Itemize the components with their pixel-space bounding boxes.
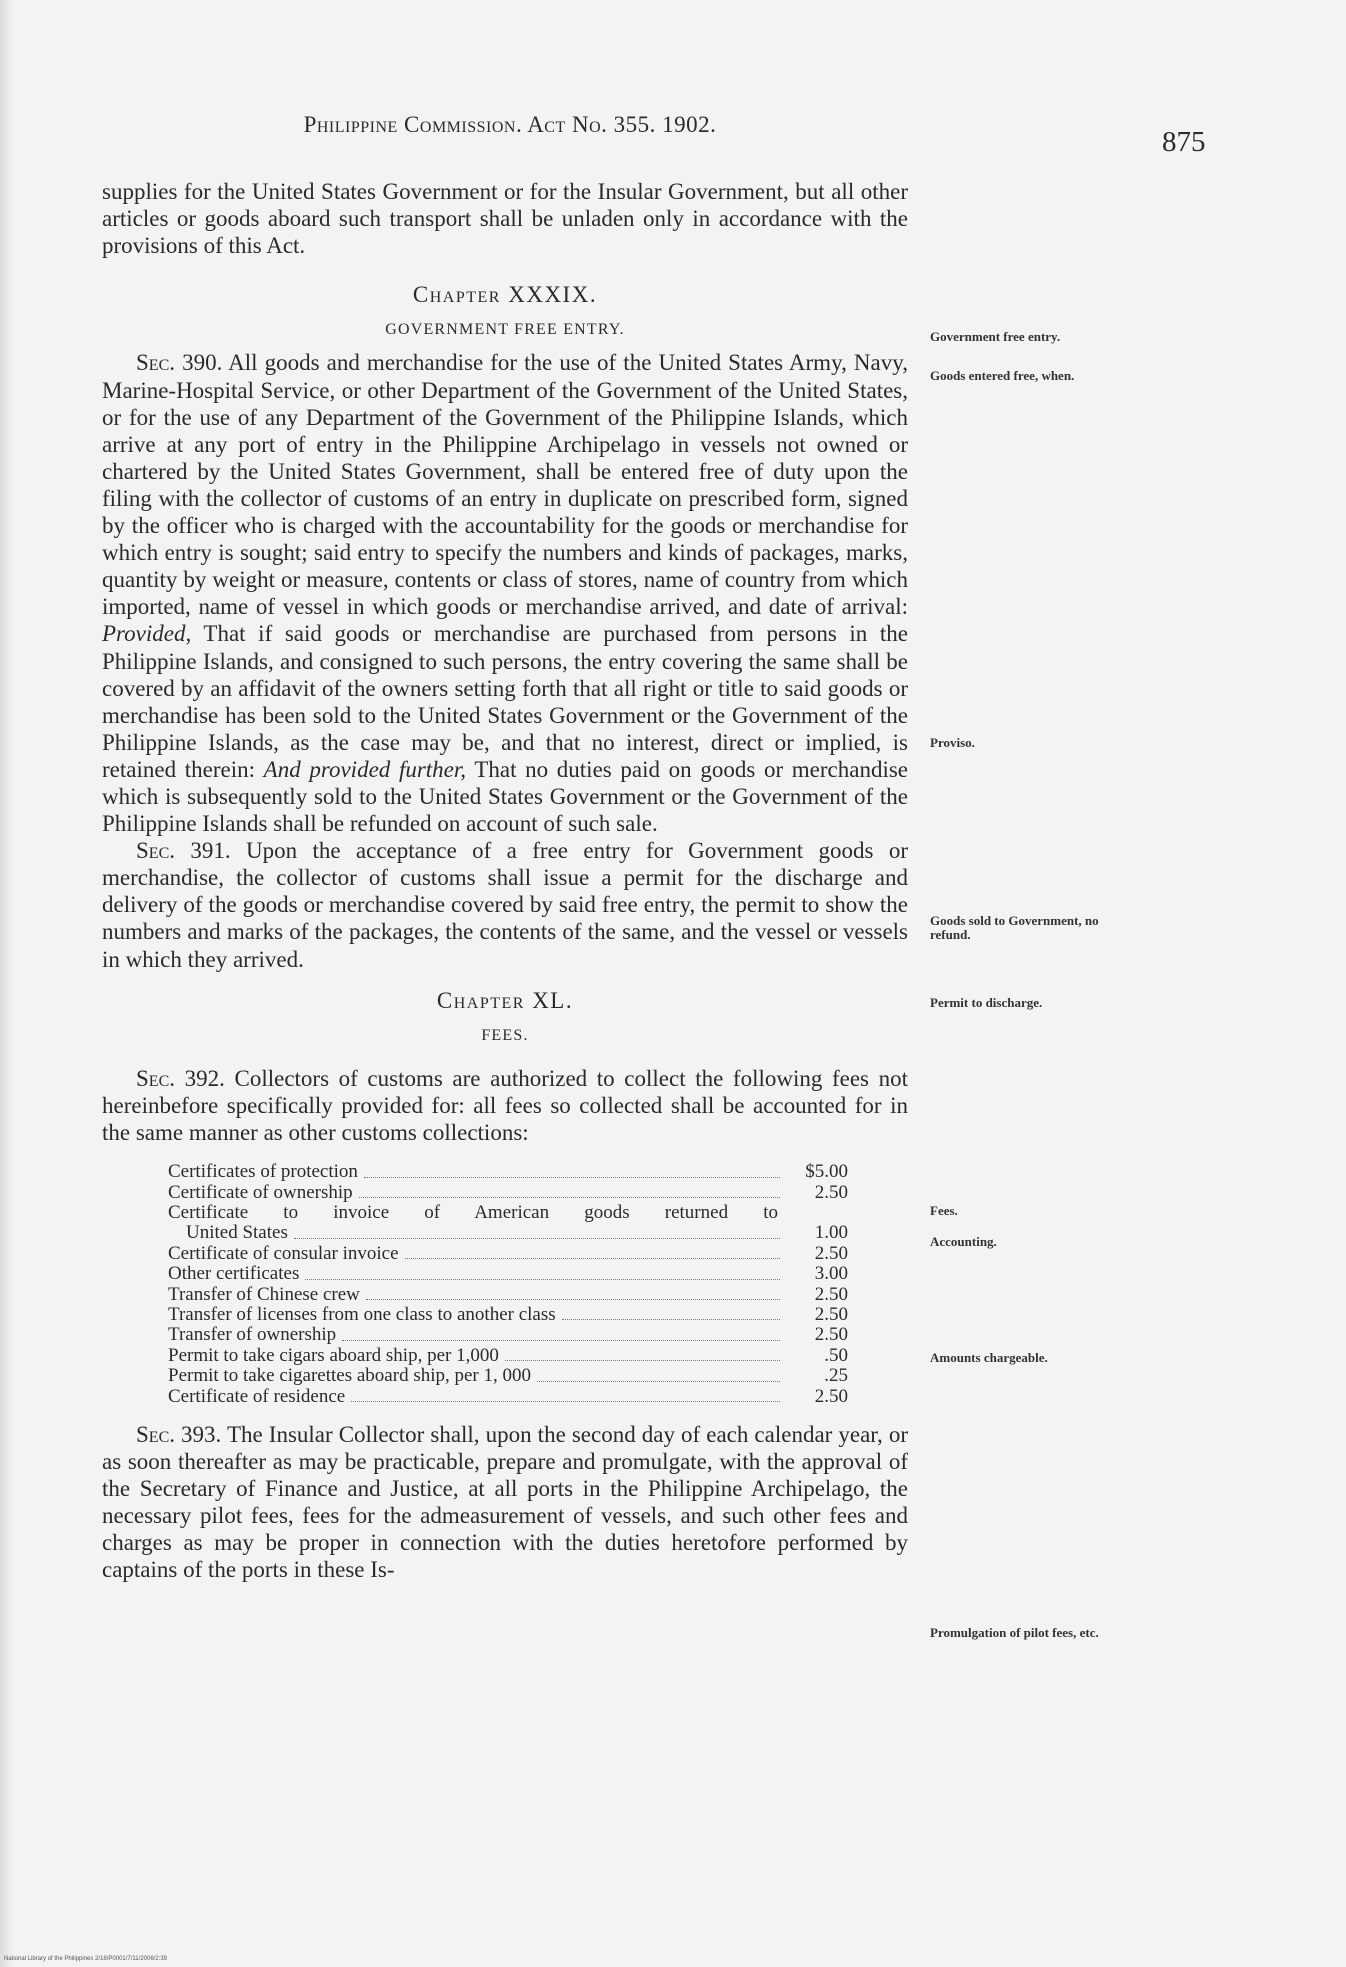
- fee-row: [168, 1366, 848, 1386]
- fee-amount: 2.50: [814, 1303, 848, 1325]
- margin-note-goods-entered-free: Goods entered free, when.: [930, 368, 1075, 383]
- leader-dots: [359, 1197, 780, 1198]
- fee-label: United States: [186, 1222, 288, 1244]
- section-391: [102, 837, 908, 972]
- fee-row: [168, 1183, 848, 1203]
- fee-amount: $5.00: [805, 1161, 848, 1183]
- running-head: Philippine Commission. Act No. 355. 1902.: [303, 112, 717, 137]
- fee-row: [168, 1387, 848, 1407]
- section-text: That no duties paid on goods or merchandise which is subsequently sold to the United States Government or the Government of the Philippine Islands shall be refunded on account of such sale.: [102, 756, 909, 837]
- margin-note-amounts-chargeable: Amounts chargeable.: [930, 1350, 1048, 1365]
- chapter-title-40: FEES.: [481, 1026, 529, 1044]
- fee-label: Transfer of ownership: [168, 1324, 337, 1346]
- proviso-term: And provided further,: [263, 756, 467, 782]
- section-label: Sec. 390.: [136, 350, 223, 376]
- page-number: 875: [1162, 126, 1206, 158]
- margin-note-permit-to-discharge: Permit to discharge.: [930, 995, 1043, 1010]
- leader-dots: [505, 1360, 780, 1361]
- fee-amount: .50: [824, 1344, 848, 1366]
- fee-label: Certificate of ownership: [168, 1181, 353, 1203]
- leader-dots: [351, 1401, 780, 1402]
- fee-label: Transfer of Chinese crew: [168, 1283, 360, 1305]
- leader-dots: [305, 1279, 780, 1280]
- chapter-heading-39: Chapter XXXIX.: [412, 282, 598, 308]
- section-392: [102, 1065, 908, 1146]
- fee-row: [168, 1203, 848, 1223]
- fee-label: Certificate of consular invoice: [168, 1242, 399, 1264]
- leader-dots: [364, 1177, 780, 1178]
- fee-amount: 1.00: [814, 1222, 848, 1244]
- fee-row: [168, 1285, 848, 1305]
- fee-amount: .25: [824, 1365, 848, 1387]
- page-edge: [0, 0, 14, 1967]
- leader-dots: [366, 1299, 780, 1300]
- leader-dots: [562, 1319, 780, 1320]
- fee-amount: 2.50: [814, 1242, 848, 1264]
- leader-dots: [405, 1258, 780, 1259]
- section-text: The Insular Collector shall, upon the second day of each calendar year, or as soon thereafter as may be practicable, prepare and promulgate, with the approval of the Secretary of Finance and Justice, at all ports in the Philippine Archipelago, the necessary pilot fees, fees for the admeasurement of vessels, and such other fees and charges as may be proper in connection with the duties heretofore performed by captains of the ports in these Is-: [102, 1421, 909, 1583]
- fee-table: [168, 1162, 848, 1407]
- fee-label: Transfer of licenses from one class to another class: [168, 1303, 556, 1325]
- chapter-title-39: GOVERNMENT FREE ENTRY.: [385, 321, 625, 339]
- margin-note-fees: Fees.: [930, 1203, 958, 1218]
- fee-row: [168, 1162, 848, 1182]
- fee-label: Permit to take cigarettes aboard ship, per 1, 000: [168, 1365, 532, 1387]
- fee-label: Other certificates: [168, 1263, 300, 1285]
- fee-amount: 2.50: [814, 1283, 848, 1305]
- section-text: All goods and merchandise for the use of the United States Army, Navy, Marine-Hospital Service, or other Department of the Government of the United States, or for the use of any Department of the Government of the Philippine Islands, which arrive at any port of entry in the Philippine Archipelago in vessels not owned or chartered by the United States Government, shall be entered free of duty upon the filing with the collector of customs of an entry in duplicate on prescribed form, signed by the officer who is charged with the accountability for the goods or merchandise for which entry is sought; said entry to specify the numbers and kinds of packages, marks, quantity by weight or measure, contents or class of stores, name of country from which imported, name of vessel in which goods or merchandise arrived, and date of arrival:: [102, 350, 908, 620]
- intro-paragraph: supplies for the United States Government or for the Insular Government, but all other articles or goods aboard such transport shall be unladen only in accordance with the provisions of this Act.: [102, 179, 908, 259]
- fee-label: Permit to take cigars aboard ship, per 1,000: [168, 1344, 499, 1366]
- section-393: [102, 1421, 908, 1584]
- leader-dots: [342, 1340, 780, 1341]
- fee-amount: 3.00: [814, 1263, 848, 1285]
- section-label: Sec. 393.: [136, 1421, 222, 1447]
- fee-row: [168, 1264, 848, 1284]
- proviso-term: Provided,: [102, 621, 192, 647]
- fee-label: Certificates of protection: [168, 1161, 358, 1183]
- margin-note-promulgation: Promulgation of pilot fees, etc.: [930, 1625, 1099, 1640]
- section-text: Upon the acceptance of a free entry for Government goods or merchandise, the collector of customs shall issue a permit for the discharge and delivery of the goods or merchandise covered by said free entry, the permit to show the numbers and marks of the packages, the contents of the same, and the vessel or vessels in which they arrived.: [102, 838, 908, 972]
- section-text: Collectors of customs are authorized to collect the following fees not hereinbefore specifically provided for: all fees so collected shall be accounted for in the same manner as other customs collections:: [102, 1065, 908, 1145]
- fee-row: [168, 1223, 848, 1243]
- fee-row: [168, 1244, 848, 1264]
- fee-label: Certificate of residence: [168, 1385, 346, 1407]
- section-label: Sec. 391.: [136, 838, 231, 864]
- section-text: That if said goods or merchandise are purchased from persons in the Philippine Islands, and consigned to such persons, the entry covering the same shall be covered by an affidavit of the owners setting forth that all right or title to said goods or merchandise has been sold to the United States Government or the Government of the Philippine Islands, as the case may be, and that no interest, direct or implied, is retained therein:: [102, 621, 908, 782]
- margin-note-accounting: Accounting.: [930, 1234, 997, 1249]
- chapter-heading-40: Chapter XL.: [436, 987, 574, 1013]
- section-label: Sec. 392.: [136, 1065, 225, 1091]
- leader-dots: [294, 1238, 780, 1239]
- fee-amount: 2.50: [814, 1181, 848, 1203]
- main-text: [102, 178, 908, 1584]
- fee-row: [168, 1346, 848, 1366]
- fee-label: Certificate to invoice of American goods returned to: [168, 1201, 778, 1223]
- fee-row: [168, 1305, 848, 1325]
- section-390: [102, 349, 908, 837]
- fee-amount: 2.50: [814, 1324, 848, 1346]
- margin-note-goods-sold: Goods sold to Government, no refund.: [930, 913, 1099, 942]
- leader-dots: [537, 1381, 780, 1382]
- scan-footer: National Library of the Philippines 2/18/P0001/7/11/2006/2:39: [4, 1956, 168, 1962]
- margin-note-government-free-entry: Government free entry.: [930, 329, 1061, 344]
- fee-row: [168, 1325, 848, 1345]
- margin-note-proviso: Proviso.: [930, 735, 975, 750]
- fee-amount: 2.50: [814, 1385, 848, 1407]
